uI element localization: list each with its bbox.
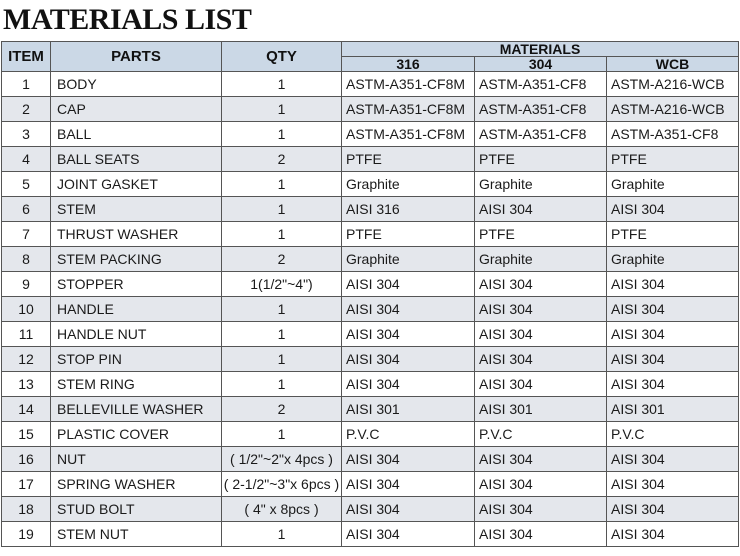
part-cell: BALL bbox=[51, 122, 222, 147]
material-wcb-cell: AISI 304 bbox=[607, 522, 739, 547]
qty-cell: 1 bbox=[222, 322, 342, 347]
qty-cell: 2 bbox=[222, 397, 342, 422]
material-304-cell: AISI 304 bbox=[475, 447, 607, 472]
material-wcb-cell: ASTM-A216-WCB bbox=[607, 97, 739, 122]
material-304-cell: ASTM-A351-CF8 bbox=[475, 97, 607, 122]
table-row bbox=[2, 247, 739, 272]
table-row bbox=[2, 472, 739, 497]
material-wcb-cell: AISI 304 bbox=[607, 297, 739, 322]
part-cell: THRUST WASHER bbox=[51, 222, 222, 247]
material-316-cell: Graphite bbox=[342, 172, 475, 197]
item-cell: 13 bbox=[2, 372, 51, 397]
table-row bbox=[2, 372, 739, 397]
qty-cell: 1 bbox=[222, 347, 342, 372]
part-cell: SPRING WASHER bbox=[51, 472, 222, 497]
item-cell: 14 bbox=[2, 397, 51, 422]
part-cell: BALL SEATS bbox=[51, 147, 222, 172]
material-wcb-cell: AISI 304 bbox=[607, 447, 739, 472]
material-wcb-cell: P.V.C bbox=[607, 422, 739, 447]
table-row bbox=[2, 97, 739, 122]
item-cell: 2 bbox=[2, 97, 51, 122]
item-cell: 16 bbox=[2, 447, 51, 472]
material-wcb-cell: AISI 304 bbox=[607, 472, 739, 497]
materials-table bbox=[1, 41, 739, 547]
material-304-cell: PTFE bbox=[475, 147, 607, 172]
qty-cell: 1 bbox=[222, 372, 342, 397]
item-cell: 18 bbox=[2, 497, 51, 522]
material-304-cell: AISI 304 bbox=[475, 372, 607, 397]
qty-cell: 1 bbox=[222, 522, 342, 547]
part-cell: STEM bbox=[51, 197, 222, 222]
header-304: 304 bbox=[475, 57, 607, 72]
material-316-cell: AISI 304 bbox=[342, 272, 475, 297]
part-cell: STOPPER bbox=[51, 272, 222, 297]
material-316-cell: AISI 304 bbox=[342, 322, 475, 347]
qty-cell: ( 4" x 8pcs ) bbox=[222, 497, 342, 522]
material-wcb-cell: ASTM-A216-WCB bbox=[607, 72, 739, 97]
table-row bbox=[2, 322, 739, 347]
material-304-cell: AISI 304 bbox=[475, 522, 607, 547]
part-cell: HANDLE NUT bbox=[51, 322, 222, 347]
header-item: ITEM bbox=[2, 42, 51, 72]
material-wcb-cell: AISI 304 bbox=[607, 347, 739, 372]
material-316-cell: AISI 316 bbox=[342, 197, 475, 222]
item-cell: 1 bbox=[2, 72, 51, 97]
table-row bbox=[2, 447, 739, 472]
item-cell: 19 bbox=[2, 522, 51, 547]
material-304-cell: ASTM-A351-CF8 bbox=[475, 72, 607, 97]
qty-cell: 1 bbox=[222, 97, 342, 122]
part-cell: STEM NUT bbox=[51, 522, 222, 547]
part-cell: PLASTIC COVER bbox=[51, 422, 222, 447]
table-row bbox=[2, 222, 739, 247]
material-wcb-cell: Graphite bbox=[607, 247, 739, 272]
table-row bbox=[2, 522, 739, 547]
header-316: 316 bbox=[342, 57, 475, 72]
part-cell: BELLEVILLE WASHER bbox=[51, 397, 222, 422]
item-cell: 12 bbox=[2, 347, 51, 372]
item-cell: 11 bbox=[2, 322, 51, 347]
material-304-cell: AISI 304 bbox=[475, 272, 607, 297]
qty-cell: 1 bbox=[222, 297, 342, 322]
material-wcb-cell: PTFE bbox=[607, 147, 739, 172]
page-title: MATERIALS LIST bbox=[3, 3, 252, 36]
part-cell: STUD BOLT bbox=[51, 497, 222, 522]
table-row bbox=[2, 297, 739, 322]
item-cell: 8 bbox=[2, 247, 51, 272]
material-316-cell: AISI 304 bbox=[342, 472, 475, 497]
material-316-cell: PTFE bbox=[342, 222, 475, 247]
material-wcb-cell: Graphite bbox=[607, 172, 739, 197]
material-wcb-cell: AISI 301 bbox=[607, 397, 739, 422]
table-row bbox=[2, 147, 739, 172]
header-parts: PARTS bbox=[51, 42, 222, 72]
material-316-cell: AISI 304 bbox=[342, 522, 475, 547]
material-304-cell: PTFE bbox=[475, 222, 607, 247]
qty-cell: 2 bbox=[222, 247, 342, 272]
part-cell: HANDLE bbox=[51, 297, 222, 322]
header-materials: MATERIALS bbox=[342, 42, 739, 57]
material-304-cell: P.V.C bbox=[475, 422, 607, 447]
qty-cell: 1 bbox=[222, 422, 342, 447]
material-316-cell: ASTM-A351-CF8M bbox=[342, 72, 475, 97]
material-304-cell: AISI 304 bbox=[475, 197, 607, 222]
qty-cell: 1 bbox=[222, 222, 342, 247]
part-cell: NUT bbox=[51, 447, 222, 472]
table-row bbox=[2, 497, 739, 522]
material-316-cell: Graphite bbox=[342, 247, 475, 272]
item-cell: 4 bbox=[2, 147, 51, 172]
part-cell: STEM PACKING bbox=[51, 247, 222, 272]
material-304-cell: AISI 304 bbox=[475, 497, 607, 522]
material-304-cell: AISI 304 bbox=[475, 472, 607, 497]
material-304-cell: AISI 304 bbox=[475, 297, 607, 322]
material-316-cell: AISI 304 bbox=[342, 347, 475, 372]
table-row bbox=[2, 347, 739, 372]
item-cell: 7 bbox=[2, 222, 51, 247]
material-304-cell: Graphite bbox=[475, 172, 607, 197]
item-cell: 10 bbox=[2, 297, 51, 322]
qty-cell: 1 bbox=[222, 122, 342, 147]
item-cell: 5 bbox=[2, 172, 51, 197]
material-316-cell: AISI 304 bbox=[342, 447, 475, 472]
table-row bbox=[2, 172, 739, 197]
material-wcb-cell: AISI 304 bbox=[607, 497, 739, 522]
qty-cell: ( 2-1/2"~3"x 6pcs ) bbox=[222, 472, 342, 497]
material-wcb-cell: AISI 304 bbox=[607, 197, 739, 222]
material-316-cell: P.V.C bbox=[342, 422, 475, 447]
part-cell: CAP bbox=[51, 97, 222, 122]
qty-cell: 1(1/2"~4") bbox=[222, 272, 342, 297]
material-wcb-cell: ASTM-A351-CF8 bbox=[607, 122, 739, 147]
table-row bbox=[2, 397, 739, 422]
qty-cell: ( 1/2"~2"x 4pcs ) bbox=[222, 447, 342, 472]
material-wcb-cell: AISI 304 bbox=[607, 322, 739, 347]
qty-cell: 1 bbox=[222, 197, 342, 222]
item-cell: 15 bbox=[2, 422, 51, 447]
table-row bbox=[2, 122, 739, 147]
item-cell: 6 bbox=[2, 197, 51, 222]
material-wcb-cell: AISI 304 bbox=[607, 272, 739, 297]
header-wcb: WCB bbox=[607, 57, 739, 72]
qty-cell: 1 bbox=[222, 72, 342, 97]
material-316-cell: AISI 301 bbox=[342, 397, 475, 422]
material-316-cell: AISI 304 bbox=[342, 372, 475, 397]
material-316-cell: AISI 304 bbox=[342, 497, 475, 522]
table-row bbox=[2, 197, 739, 222]
material-316-cell: ASTM-A351-CF8M bbox=[342, 97, 475, 122]
material-316-cell: ASTM-A351-CF8M bbox=[342, 122, 475, 147]
part-cell: STOP PIN bbox=[51, 347, 222, 372]
part-cell: BODY bbox=[51, 72, 222, 97]
item-cell: 3 bbox=[2, 122, 51, 147]
part-cell: JOINT GASKET bbox=[51, 172, 222, 197]
material-304-cell: ASTM-A351-CF8 bbox=[475, 122, 607, 147]
table-body bbox=[2, 72, 739, 547]
material-304-cell: AISI 304 bbox=[475, 322, 607, 347]
material-316-cell: AISI 304 bbox=[342, 297, 475, 322]
qty-cell: 1 bbox=[222, 172, 342, 197]
material-304-cell: Graphite bbox=[475, 247, 607, 272]
table-row bbox=[2, 422, 739, 447]
material-304-cell: AISI 301 bbox=[475, 397, 607, 422]
material-wcb-cell: PTFE bbox=[607, 222, 739, 247]
table-row bbox=[2, 272, 739, 297]
part-cell: STEM RING bbox=[51, 372, 222, 397]
material-304-cell: AISI 304 bbox=[475, 347, 607, 372]
material-wcb-cell: AISI 304 bbox=[607, 372, 739, 397]
item-cell: 9 bbox=[2, 272, 51, 297]
material-316-cell: PTFE bbox=[342, 147, 475, 172]
table-row bbox=[2, 72, 739, 97]
header-qty: QTY bbox=[222, 42, 342, 72]
item-cell: 17 bbox=[2, 472, 51, 497]
qty-cell: 2 bbox=[222, 147, 342, 172]
